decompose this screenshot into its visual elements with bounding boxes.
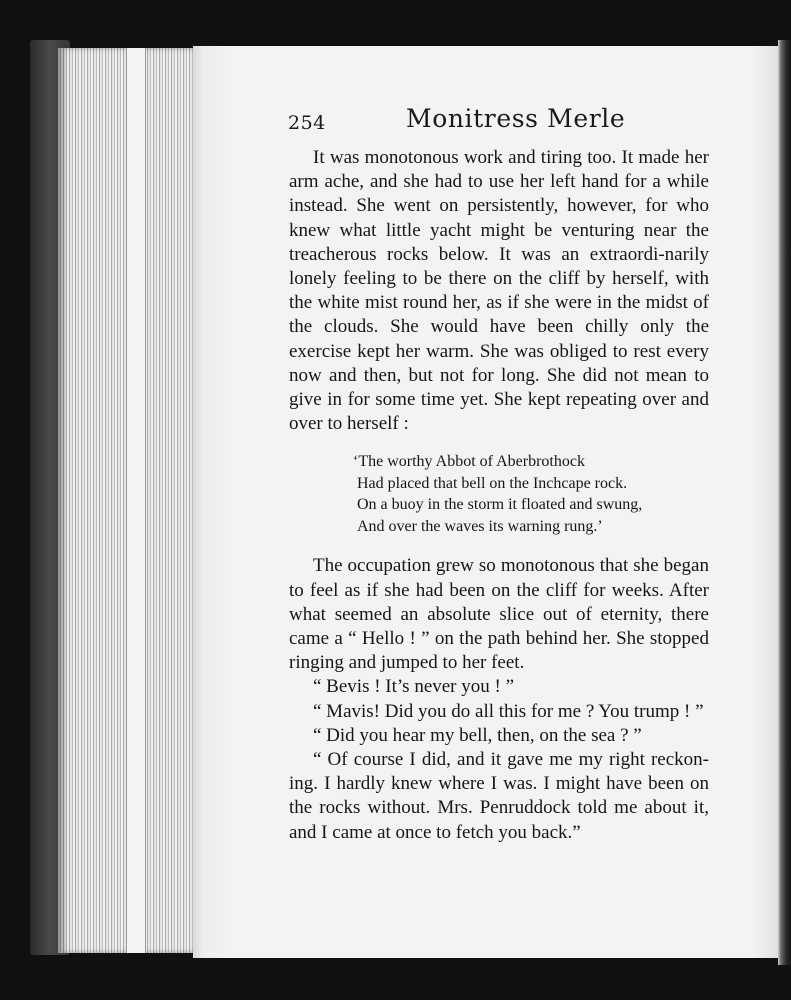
right-binding-edge [778, 40, 791, 965]
running-head [288, 104, 626, 138]
page-number: 254 [288, 112, 326, 134]
verse-line: ‘The worthy Abbot of Aberbrothock [353, 453, 585, 471]
dialogue-line: “ Did you hear my bell, then, on the sea ? ” [313, 724, 642, 746]
verse-quotation [289, 451, 709, 537]
body-text [289, 146, 709, 845]
page-edge-gap [126, 48, 146, 953]
dialogue-line: “ Mavis! Did you do all this for me ? You trump ! ” [313, 700, 704, 722]
verse-line: Had placed that bell on the Inchcape rock. [357, 474, 628, 492]
dialogue-line: “ Of course I did, and it gave me my right reckon-ing. I hardly knew where I was. I might have been on the rocks without. Mrs. Penruddock told me about it, and I came at once to fetch you back.” [289, 749, 709, 843]
paragraph: The occupation grew so monotonous that she began to feel as if she had been on the cliff for weeks. After what seemed an absolute slice out of eternity, there came a “ Hello ! ” on the path behind her. She stopped ringing and jumped to her feet. [289, 555, 709, 674]
dialogue-line: “ Bevis ! It’s never you ! ” [313, 676, 515, 698]
paragraph: It was monotonous work and tiring too. It made her arm ache, and she had to use her left hand for a while instead. She went on persistently, however, for who knew what little yacht might be venturing near the treacherous rocks below. It was an extraordi-narily lonely feeling to be there on the cliff by herself, with the white mist round her, as if she were in the midst of the clouds. She would have been chilly only the exercise kept her warm. She was obliged to rest every now and then, but not for long. She did not mean to give in for some time yet. She kept repeating over and over to herself : [289, 147, 709, 435]
running-title: Monitress Merle [406, 104, 626, 133]
verse-line: On a buoy in the storm it floated and swung, [357, 496, 643, 514]
page-edges [58, 48, 195, 953]
verse-line: And over the waves its warning rung.’ [357, 517, 603, 535]
